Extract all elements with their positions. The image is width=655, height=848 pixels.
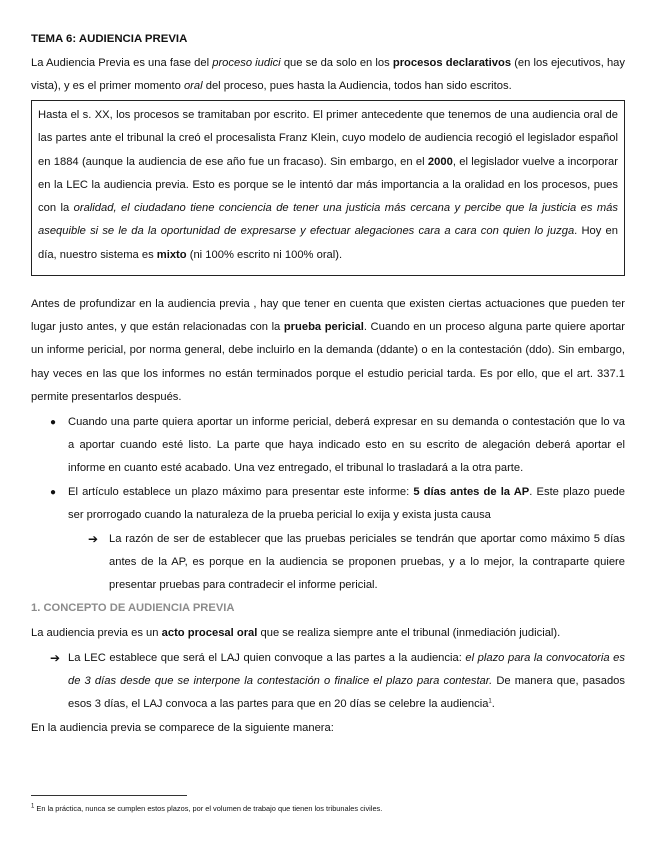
convocatoria-text: De manera que, pasados esos 3 días, el LAJ convoca a las partes para que en 20 días se celebre la audiencia xyxy=(68,675,625,711)
footnote-text: En la práctica, nunca se cumplen estos plazos, por el volumen de trabajo que tienen los tribunales civiles. xyxy=(34,804,383,813)
concept-bold: acto procesal oral xyxy=(161,627,258,639)
intro-italic: oral xyxy=(183,80,203,93)
arrow-right-icon: ➔ xyxy=(50,651,61,665)
history-bold: 2000 xyxy=(427,155,453,168)
convocatoria-italic: el plazo para la convocatoria es de 3 días desde que se interpone la contestación o finalice el plazo para contestar. xyxy=(68,652,625,688)
history-text: Hasta el s. XX, los procesos se tramitaban por escrito. El primer antecedente que tenemos de una audiencia oral de las partes ante el tribunal la creó el procesalista Franz Klein, cuyo modelo de audiencia recogió el legislador español en 1884 (aunque la audiencia de ese año fue un fracaso). Sin embargo, en el xyxy=(38,109,618,168)
history-text: (ni 100% escrito ni 100% oral). xyxy=(186,248,343,261)
history-italic: oralidad xyxy=(73,202,114,215)
intro-text: que se da solo en los xyxy=(280,57,393,69)
footnote xyxy=(31,803,382,815)
history-text: . Hoy en día, nuestro sistema es xyxy=(38,225,618,261)
bullet-item xyxy=(68,481,625,527)
footnote-separator xyxy=(31,795,187,796)
concept-paragraph xyxy=(31,622,625,645)
bullet-icon: ● xyxy=(50,417,57,428)
page-title: TEMA 6: AUDIENCIA PREVIA xyxy=(31,33,188,45)
pericial-paragraph xyxy=(31,293,625,409)
history-box xyxy=(31,100,625,276)
bullet-bold: 5 días antes de la AP xyxy=(413,486,530,498)
intro-text: del proceso, pues hasta la Audiencia, todos han sido escritos. xyxy=(202,80,512,93)
concept-text: La audiencia previa es un xyxy=(31,627,162,639)
history-paragraph xyxy=(38,104,618,267)
history-italic: , el ciudadano tiene conciencia de tener una justicia más cercana y percibe que la justicia es más asequible si se le da la oportunidad de expresarse y efectuar alegaciones cara a cara con quien lo juzga xyxy=(38,202,618,238)
intro-bold: procesos declarativos xyxy=(392,57,512,69)
footnote-reference[interactable]: 1 xyxy=(488,698,492,705)
intro-italic: proceso iudici xyxy=(212,57,281,69)
intro-text: La Audiencia Previa es una fase del xyxy=(31,57,213,69)
concept-text: que se realiza siempre ante el tribunal (inmediación judicial). xyxy=(257,627,561,639)
section-heading: 1. CONCEPTO DE AUDIENCIA PREVIA xyxy=(31,602,235,614)
history-text: , el legislador vuelve a incorporar en la LEC la audiencia previa. Esto es porque se le intentó dar más importancia a la oralidad en los procesos, pues con la xyxy=(38,155,618,215)
pericial-bold: prueba pericial xyxy=(283,321,364,334)
pericial-text: . Cuando en un proceso alguna parte quiere aportar un informe pericial, por norma general, debe incluirlo en la demanda (ddante) o en la contestación (ddo). Sin embargo, hay veces en las que los informes no están terminados porque el estudio pericial tarda. Es por ello, que el art. 337.1 permite presentarlos después. xyxy=(31,321,625,403)
intro-text: (en los ejecutivos, hay vista), y es el primer momento xyxy=(31,57,625,93)
sub-bullet-item: La razón de ser de establecer que las pruebas periciales se tendrán que aportar como máximo 5 días antes de la AP, es porque en la audiencia se proponen pruebas, y a lo mejor, la contraparte quiere presentar pruebas para contradecir el informe pericial. xyxy=(109,533,625,592)
bullet-icon: ● xyxy=(50,487,57,498)
pericial-text: Antes de profundizar en la audiencia previa , hay que tener en cuenta que existen ciertas actuaciones que pueden ter lugar justo antes, y que están relacionadas con la xyxy=(31,298,625,334)
bullet-text: . Este plazo puede ser prorrogado cuando la naturaleza de la prueba pericial lo exija y exista justa causa xyxy=(68,486,625,522)
bullet-text: El artículo establece un plazo máximo para presentar este informe: xyxy=(68,486,414,498)
convocatoria-text: La LEC establece que será el LAJ quien convoque a las partes a la audiencia: xyxy=(68,652,466,664)
convocatoria-item xyxy=(68,647,625,717)
closing-paragraph: En la audiencia previa se comparece de la siguiente manera: xyxy=(31,722,334,734)
history-bold: mixto xyxy=(156,248,187,261)
arrow-right-icon: ➔ xyxy=(88,532,99,546)
convocatoria-text: . xyxy=(491,698,495,711)
bullet-item: Cuando una parte quiera aportar un informe pericial, deberá expresar en su demanda o contestación que lo va a aportar cuando esté listo. La parte que haya indicado esto en su escrito de alegación deberá aportar el informe en cuanto esté acabado. Una vez entregado, el tribunal lo trasladará a la otra parte. xyxy=(68,416,625,475)
intro-paragraph xyxy=(31,52,625,98)
footnote-mark: 1 xyxy=(31,803,35,810)
